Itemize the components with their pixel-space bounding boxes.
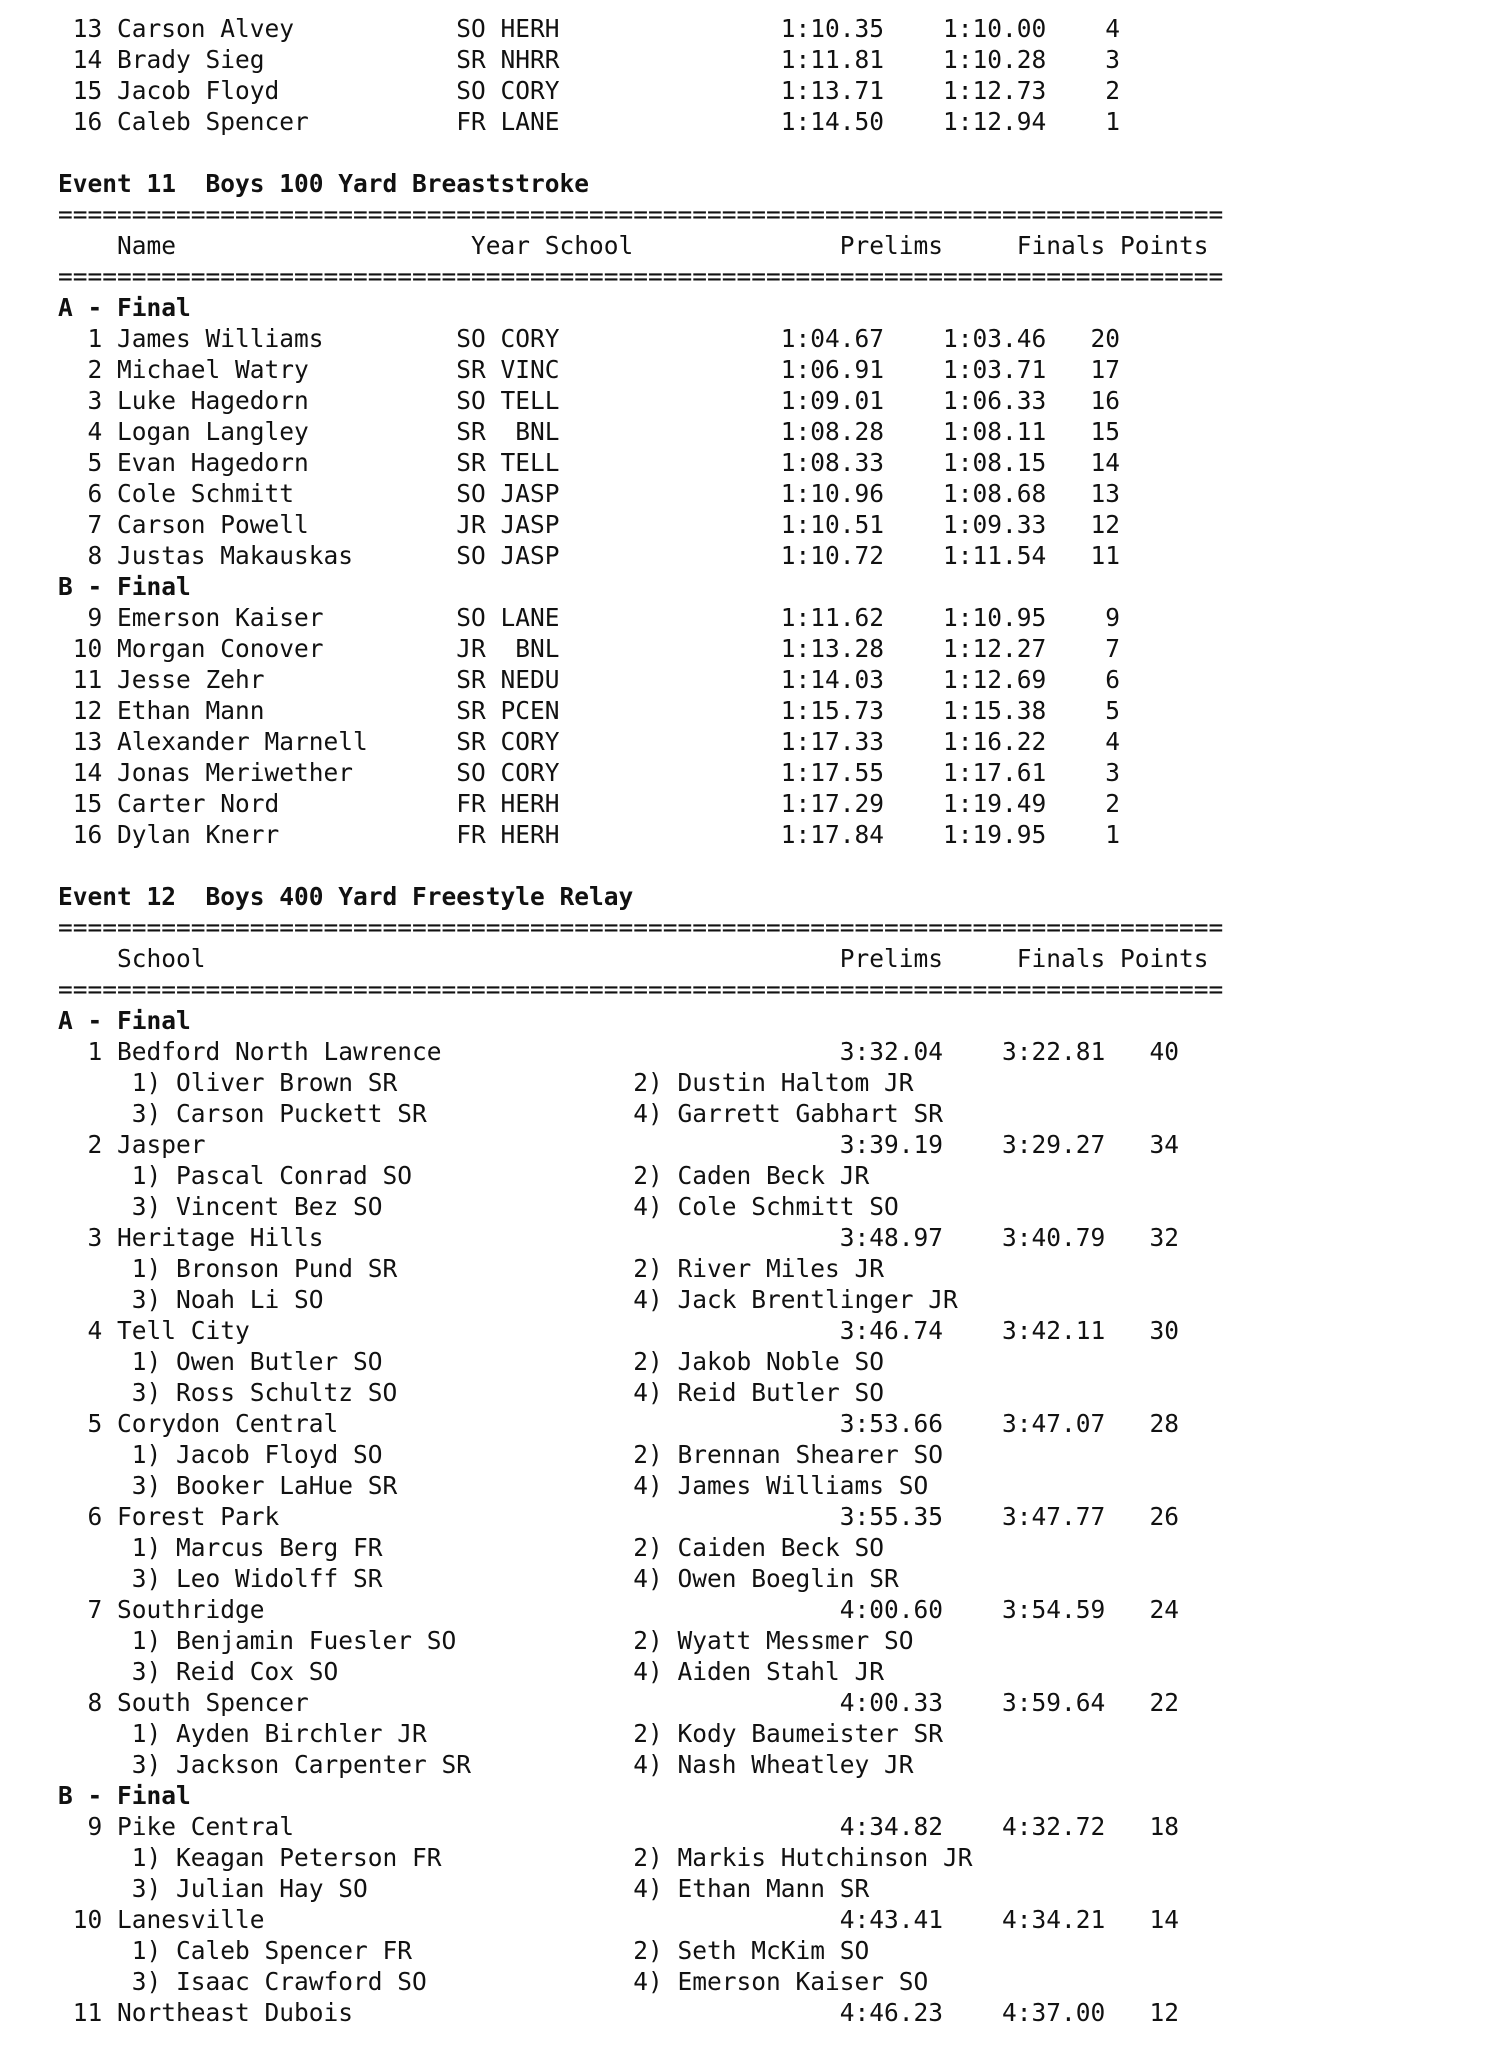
relay-swimmers-line: 3) Carson Puckett SR 4) Garrett Gabhart SR [58, 1099, 944, 1128]
relay-swimmers-line: 1) Oliver Brown SR 2) Dustin Haltom JR [58, 1068, 914, 1097]
final-section-label: B - Final [58, 1781, 191, 1810]
result-row: 4 Tell City 3:46.74 3:42.11 30 [58, 1316, 1180, 1345]
column-header: School Prelims Finals Points [58, 944, 1209, 973]
result-row: 10 Lanesville 4:43.41 4:34.21 14 [58, 1905, 1180, 1934]
result-row: 13 Alexander Marnell SR CORY 1:17.33 1:16.22 4 [58, 727, 1121, 756]
relay-swimmers-line: 3) Booker LaHue SR 4) James Williams SO [58, 1471, 929, 1500]
relay-swimmers-line: 1) Bronson Pund SR 2) River Miles JR [58, 1254, 885, 1283]
result-row: 14 Brady Sieg SR NHRR 1:11.81 1:10.28 3 [58, 45, 1121, 74]
result-row: 4 Logan Langley SR BNL 1:08.28 1:08.11 15 [58, 417, 1121, 446]
result-row: 11 Jesse Zehr SR NEDU 1:14.03 1:12.69 6 [58, 665, 1121, 694]
relay-swimmers-line: 1) Benjamin Fuesler SO 2) Wyatt Messmer SO [58, 1626, 914, 1655]
relay-swimmers-line: 1) Jacob Floyd SO 2) Brennan Shearer SO [58, 1440, 944, 1469]
result-row: 1 Bedford North Lawrence 3:32.04 3:22.81 40 [58, 1037, 1180, 1066]
separator-rule: =============================================================================== [58, 975, 1224, 1004]
result-row: 7 Southridge 4:00.60 3:54.59 24 [58, 1595, 1180, 1624]
relay-swimmers-line: 1) Pascal Conrad SO 2) Caden Beck JR [58, 1161, 870, 1190]
relay-swimmers-line: 3) Reid Cox SO 4) Aiden Stahl JR [58, 1657, 885, 1686]
relay-swimmers-line: 3) Leo Widolff SR 4) Owen Boeglin SR [58, 1564, 899, 1593]
relay-swimmers-line: 1) Caleb Spencer FR 2) Seth McKim SO [58, 1936, 870, 1965]
relay-swimmers-line: 1) Ayden Birchler JR 2) Kody Baumeister SR [58, 1719, 944, 1748]
result-row: 2 Jasper 3:39.19 3:29.27 34 [58, 1130, 1180, 1159]
separator-rule: =============================================================================== [58, 913, 1224, 942]
relay-swimmers-line: 1) Marcus Berg FR 2) Caiden Beck SO [58, 1533, 885, 1562]
relay-swimmers-line: 3) Julian Hay SO 4) Ethan Mann SR [58, 1874, 870, 1903]
result-row: 10 Morgan Conover JR BNL 1:13.28 1:12.27 7 [58, 634, 1121, 663]
separator-rule: =============================================================================== [58, 262, 1224, 291]
relay-swimmers-line: 3) Vincent Bez SO 4) Cole Schmitt SO [58, 1192, 899, 1221]
relay-swimmers-line: 1) Owen Butler SO 2) Jakob Noble SO [58, 1347, 885, 1376]
event-heading: Event 11 Boys 100 Yard Breaststroke [58, 169, 590, 198]
final-section-label: B - Final [58, 572, 191, 601]
result-row: 3 Heritage Hills 3:48.97 3:40.79 32 [58, 1223, 1180, 1252]
relay-swimmers-line: 3) Noah Li SO 4) Jack Brentlinger JR [58, 1285, 958, 1314]
result-row: 6 Cole Schmitt SO JASP 1:10.96 1:08.68 13 [58, 479, 1121, 508]
result-row: 8 Justas Makauskas SO JASP 1:10.72 1:11.54 11 [58, 541, 1121, 570]
result-row: 13 Carson Alvey SO HERH 1:10.35 1:10.00 4 [58, 14, 1121, 43]
relay-swimmers-line: 3) Ross Schultz SO 4) Reid Butler SO [58, 1378, 885, 1407]
result-row: 15 Carter Nord FR HERH 1:17.29 1:19.49 2 [58, 789, 1121, 818]
result-row: 6 Forest Park 3:55.35 3:47.77 26 [58, 1502, 1180, 1531]
separator-rule: =============================================================================== [58, 200, 1224, 229]
relay-swimmers-line: 1) Keagan Peterson FR 2) Markis Hutchinson JR [58, 1843, 973, 1872]
relay-swimmers-line: 3) Jackson Carpenter SR 4) Nash Wheatley JR [58, 1750, 914, 1779]
result-row: 5 Evan Hagedorn SR TELL 1:08.33 1:08.15 14 [58, 448, 1121, 477]
blank-line [58, 137, 1223, 168]
column-header: Name Year School Prelims Finals Points [58, 231, 1209, 260]
result-row: 11 Northeast Dubois 4:46.23 4:37.00 12 [58, 1998, 1180, 2027]
blank-line [58, 850, 1223, 881]
result-row: 3 Luke Hagedorn SO TELL 1:09.01 1:06.33 16 [58, 386, 1121, 415]
results-document [58, 13, 1223, 2028]
relay-swimmers-line: 3) Isaac Crawford SO 4) Emerson Kaiser SO [58, 1967, 929, 1996]
final-section-label: A - Final [58, 1006, 191, 1035]
final-section-label: A - Final [58, 293, 191, 322]
result-row: 8 South Spencer 4:00.33 3:59.64 22 [58, 1688, 1180, 1717]
result-row: 9 Pike Central 4:34.82 4:32.72 18 [58, 1812, 1180, 1841]
result-row: 15 Jacob Floyd SO CORY 1:13.71 1:12.73 2 [58, 76, 1121, 105]
result-row: 16 Dylan Knerr FR HERH 1:17.84 1:19.95 1 [58, 820, 1121, 849]
result-row: 12 Ethan Mann SR PCEN 1:15.73 1:15.38 5 [58, 696, 1121, 725]
result-row: 9 Emerson Kaiser SO LANE 1:11.62 1:10.95 9 [58, 603, 1121, 632]
result-row: 2 Michael Watry SR VINC 1:06.91 1:03.71 17 [58, 355, 1121, 384]
result-row: 5 Corydon Central 3:53.66 3:47.07 28 [58, 1409, 1180, 1438]
result-row: 7 Carson Powell JR JASP 1:10.51 1:09.33 12 [58, 510, 1121, 539]
event-heading: Event 12 Boys 400 Yard Freestyle Relay [58, 882, 634, 911]
result-row: 16 Caleb Spencer FR LANE 1:14.50 1:12.94 1 [58, 107, 1121, 136]
result-row: 14 Jonas Meriwether SO CORY 1:17.55 1:17.61 3 [58, 758, 1121, 787]
result-row: 1 James Williams SO CORY 1:04.67 1:03.46 20 [58, 324, 1121, 353]
